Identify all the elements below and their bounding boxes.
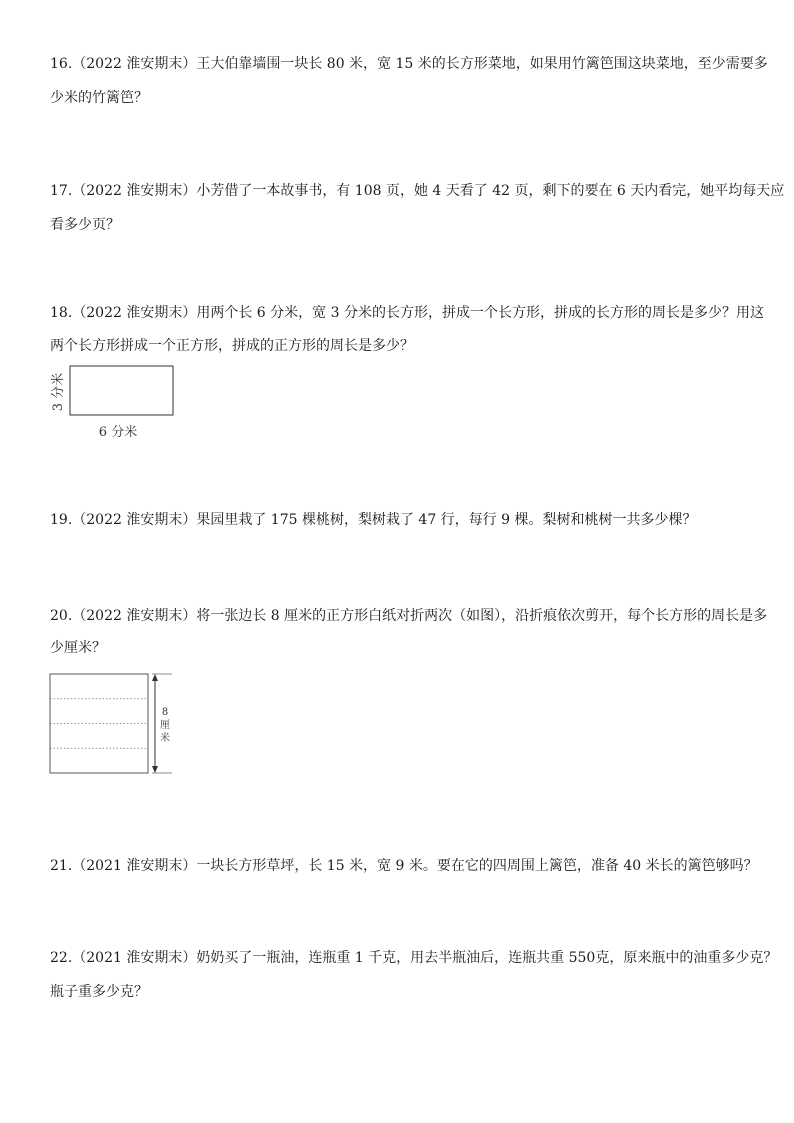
rectangle-width-label: 6 分米 <box>98 425 138 440</box>
arrow-up-icon <box>152 674 158 681</box>
question-20-line-2: 少厘米？ <box>50 640 106 656</box>
question-22-line-2: 瓶子重多少克？ <box>50 984 148 1000</box>
side-length-value: 8 <box>161 707 169 718</box>
question-17-line-1: 17.（2022 淮安期末）小芳借了一本故事书，有 108 页，她 4 天看了 42 页，剩下的要在 6 天内看完，她平均每天应 <box>50 183 785 199</box>
side-length-unit-2: 米 <box>160 733 170 744</box>
question-18-line-1: 18.（2022 淮安期末）用两个长 6 分米，宽 3 分米的长方形，拼成一个长方形，拼成的长方形的周长是多少？用这 <box>50 305 764 321</box>
fold-lines <box>50 699 148 749</box>
question-21-line-1: 21.（2021 淮安期末）一块长方形草坪，长 15 米，宽 9 米。要在它的四周围上篱笆，准备 40 米长的篱笆够吗？ <box>50 858 758 874</box>
question-22-line-1: 22.（2021 淮安期末）奶奶买了一瓶油，连瓶重 1 千克，用去半瓶油后，连瓶共重 550克，原来瓶中的油重多少克？ <box>50 950 778 966</box>
side-length-unit-1: 厘 <box>160 720 170 731</box>
arrow-down-icon <box>152 766 158 773</box>
question-18-line-2: 两个长方形拼成一个正方形，拼成的正方形的周长是多少？ <box>50 338 414 354</box>
question-19-line-1: 19.（2022 淮安期末）果园里栽了 175 棵桃树，梨树栽了 47 行，每行 9 棵。梨树和桃树一共多少棵？ <box>50 512 697 528</box>
question-17-line-2: 看多少页？ <box>50 217 120 233</box>
question-20-folded-square-figure <box>48 670 188 780</box>
rectangle-shape <box>70 366 173 415</box>
question-16-line-1: 16.（2022 淮安期末）王大伯靠墙围一块长 80 米，宽 15 米的长方形菜地，如果用竹篱笆围这块菜地，至少需要多 <box>50 56 768 72</box>
question-18-rectangle-figure <box>46 362 186 442</box>
rectangle-height-label: 3 分米 <box>51 372 66 412</box>
question-16-line-2: 少米的竹篱笆？ <box>50 90 148 106</box>
question-20-line-1: 20.（2022 淮安期末）将一张边长 8 厘米的正方形白纸对折两次（如图），沿折痕依次剪开，每个长方形的周长是多 <box>50 608 768 624</box>
